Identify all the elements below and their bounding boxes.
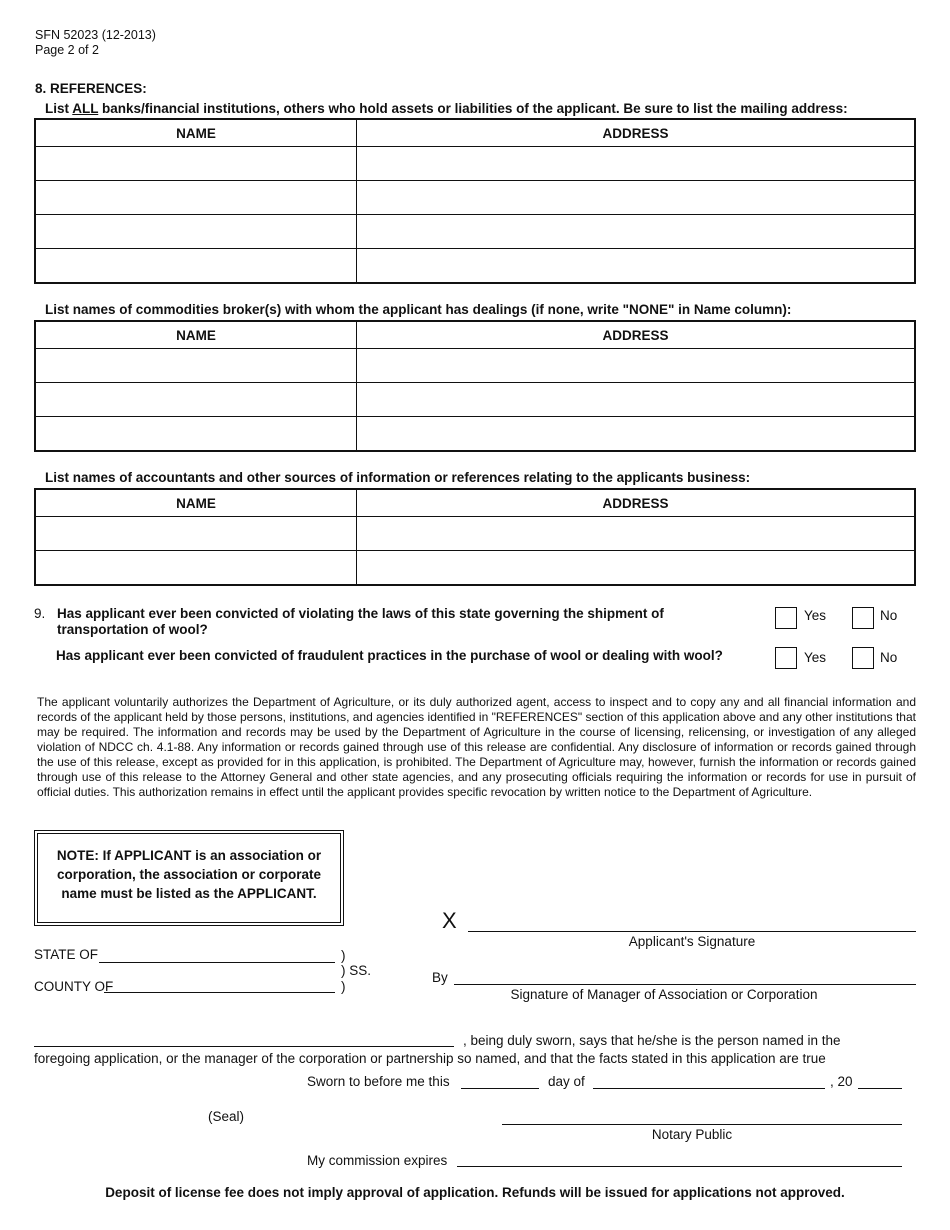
accountants-name-header: NAME bbox=[35, 489, 357, 517]
name-cell[interactable] bbox=[35, 383, 357, 417]
oath-line-1: , being duly sworn, says that he/she is the person named in the bbox=[463, 1033, 841, 1048]
address-cell[interactable] bbox=[357, 249, 916, 284]
state-label: STATE OF bbox=[34, 947, 98, 962]
sworn-label: Sworn to before me this bbox=[307, 1074, 450, 1089]
section-9-number: 9. bbox=[34, 606, 46, 621]
address-cell[interactable] bbox=[357, 517, 916, 551]
oath-line-2: foregoing application, or the manager of the corporation or partnership so named, and that the facts stated in this application are true bbox=[34, 1051, 826, 1066]
banks-instruction-emphasis: ALL bbox=[72, 101, 99, 116]
accountants-instruction: List names of accountants and other sources of information or references relating to the applicants business: bbox=[45, 470, 751, 485]
county-label: COUNTY OF bbox=[34, 979, 114, 994]
banks-instruction-suffix: banks/financial institutions, others who hold assets or liabilities of the applicant. Be sure to list the mailing address: bbox=[98, 101, 848, 116]
name-cell[interactable] bbox=[35, 147, 357, 181]
manager-signature-field[interactable] bbox=[454, 984, 916, 985]
question-1-no-checkbox[interactable] bbox=[852, 607, 874, 629]
accountants-address-header: ADDRESS bbox=[357, 489, 916, 517]
banks-instruction-prefix: List bbox=[45, 101, 73, 116]
note-text: NOTE: If APPLICANT is an association or corporation, the association or corporate name must be listed as the APPLICANT. bbox=[56, 848, 322, 901]
question-1-text: Has applicant ever been convicted of violating the laws of this state governing the shipment of transportation of wool? bbox=[57, 606, 664, 637]
form-header bbox=[35, 28, 156, 58]
manager-signature-caption: Signature of Manager of Association or Corporation bbox=[510, 987, 818, 1002]
commission-label: My commission expires bbox=[307, 1153, 448, 1168]
table-row bbox=[35, 517, 915, 551]
address-cell[interactable] bbox=[357, 215, 916, 249]
accountants-table bbox=[34, 488, 916, 586]
banks-name-header: NAME bbox=[35, 119, 357, 147]
affiant-name-field[interactable] bbox=[34, 1046, 454, 1047]
address-cell[interactable] bbox=[357, 181, 916, 215]
page-number: Page 2 of 2 bbox=[35, 43, 99, 57]
name-cell[interactable] bbox=[35, 249, 357, 284]
address-cell[interactable] bbox=[357, 551, 916, 586]
banks-table bbox=[34, 118, 916, 284]
commission-expires-field[interactable] bbox=[457, 1166, 902, 1167]
venue-paren-1: ) bbox=[341, 948, 346, 963]
footer-disclaimer: Deposit of license fee does not imply approval of application. Refunds will be issued for applications not approved. bbox=[105, 1185, 845, 1200]
table-row bbox=[35, 551, 915, 586]
brokers-address-header: ADDRESS bbox=[357, 321, 916, 349]
question-2-text: Has applicant ever been convicted of fraudulent practices in the purchase of wool or dealing with wool? bbox=[56, 648, 723, 663]
name-cell[interactable] bbox=[35, 517, 357, 551]
section-8-title: 8. REFERENCES: bbox=[35, 81, 147, 96]
name-cell[interactable] bbox=[35, 551, 357, 586]
name-cell[interactable] bbox=[35, 215, 357, 249]
venue-paren-2: ) bbox=[341, 979, 346, 994]
by-label: By bbox=[432, 970, 448, 985]
question-1-no-label: No bbox=[880, 608, 898, 623]
address-cell[interactable] bbox=[357, 147, 916, 181]
form-number: SFN 52023 (12-2013) bbox=[35, 28, 156, 42]
table-row bbox=[35, 417, 915, 452]
note-box bbox=[34, 830, 344, 926]
authorization-paragraph: The applicant voluntarily authorizes the Department of Agriculture, or its duly authorized agent, access to inspect and to copy any and all financial information and records of the applicant held by those persons, institutions, and agencies identified in "REFERENCES" section of this application above and any other institutions that may be required. The information and records may be used by the Department of Agriculture in the course of licensing, relicensing, or investigation of any alleged violation of NDCC ch. 4.1-88. Any information or records gained through use of this release are confidential. Any disclosure of information or records gained through the use of this release, except as provided for in this application, is prohibited. The Department of Agriculture may, however, furnish the information or records gained through use of this release to the Attorney General and other state agencies, and any prosecuting officials requiring the information or records for use in pursuit of official duties. This authorization remains in effect until the applicant provides specific revocation by written notice to the Department of Agriculture. bbox=[37, 695, 916, 799]
notary-signature-field[interactable] bbox=[502, 1124, 902, 1125]
brokers-name-header: NAME bbox=[35, 321, 357, 349]
state-field[interactable] bbox=[99, 962, 335, 963]
table-row bbox=[35, 383, 915, 417]
table-row bbox=[35, 147, 915, 181]
name-cell[interactable] bbox=[35, 417, 357, 452]
table-row bbox=[35, 249, 915, 284]
day-of-label: day of bbox=[548, 1074, 585, 1089]
banks-address-header: ADDRESS bbox=[357, 119, 916, 147]
name-cell[interactable] bbox=[35, 181, 357, 215]
brokers-instruction: List names of commodities broker(s) with whom the applicant has dealings (if none, write "NONE" in Name column): bbox=[45, 302, 792, 317]
question-2-yes-checkbox[interactable] bbox=[775, 647, 797, 669]
brokers-table bbox=[34, 320, 916, 452]
year-prefix-label: , 20 bbox=[830, 1074, 853, 1089]
notary-caption: Notary Public bbox=[651, 1127, 733, 1142]
address-cell[interactable] bbox=[357, 383, 916, 417]
question-1-yes-checkbox[interactable] bbox=[775, 607, 797, 629]
address-cell[interactable] bbox=[357, 349, 916, 383]
signature-x-mark: X bbox=[442, 908, 457, 933]
question-2-yes-label: Yes bbox=[804, 650, 827, 665]
table-row bbox=[35, 181, 915, 215]
question-1-yes-label: Yes bbox=[804, 608, 827, 623]
sworn-day-field[interactable] bbox=[461, 1088, 539, 1089]
banks-instruction bbox=[45, 101, 848, 116]
county-field[interactable] bbox=[104, 992, 335, 993]
venue-ss: ) SS. bbox=[341, 963, 372, 978]
table-row bbox=[35, 215, 915, 249]
address-cell[interactable] bbox=[357, 417, 916, 452]
sworn-month-field[interactable] bbox=[593, 1088, 825, 1089]
name-cell[interactable] bbox=[35, 349, 357, 383]
table-row bbox=[35, 349, 915, 383]
question-2-no-checkbox[interactable] bbox=[852, 647, 874, 669]
applicant-signature-field[interactable] bbox=[468, 931, 916, 932]
seal-label: (Seal) bbox=[208, 1109, 245, 1124]
sworn-year-field[interactable] bbox=[858, 1088, 902, 1089]
question-2-no-label: No bbox=[880, 650, 898, 665]
applicant-signature-caption: Applicant's Signature bbox=[628, 934, 756, 949]
